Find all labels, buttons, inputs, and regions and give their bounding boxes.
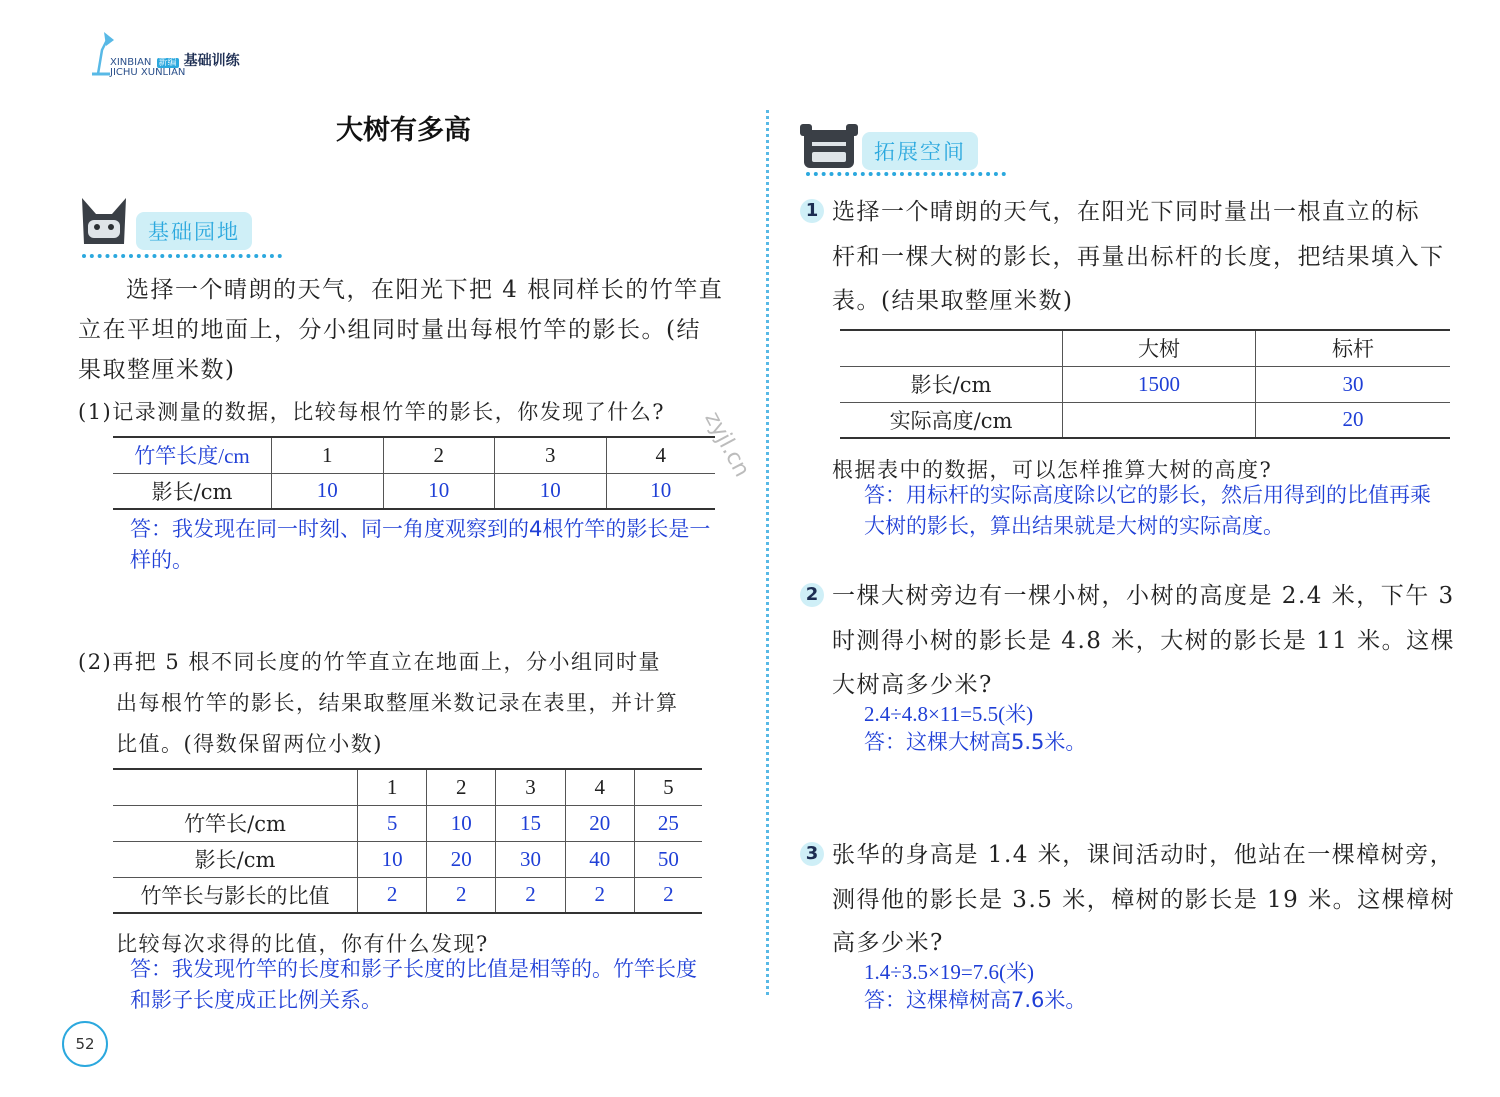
logo-bottom-text: JICHU XUNLIAN — [110, 67, 186, 78]
problem-1-question: 根据表中的数据，可以怎样推算大树的高度? — [832, 458, 1273, 482]
problem-1-answer-line-2: 大树的影长，算出结果就是大树的实际高度。 — [864, 514, 1284, 538]
row-header-length: 竹竿长度/cm — [113, 437, 272, 473]
table-bamboo-shadow — [113, 436, 715, 510]
question-1: (1)记录测量的数据，比较每根竹竿的影长，你发现了什么? — [78, 400, 666, 424]
table-cell: 4 — [655, 442, 666, 467]
table-cell: 30 — [496, 841, 565, 877]
table-corner — [840, 330, 1063, 366]
table-cell-tree-shadow: 1500 — [1063, 366, 1256, 402]
table-cell-pole-height: 20 — [1342, 407, 1364, 432]
table-cell: 10 — [495, 473, 607, 509]
column-divider — [766, 110, 769, 995]
intro-line-3: 果取整厘米数) — [78, 357, 236, 383]
table-col-header: 5 — [663, 774, 674, 799]
table-cell: 5 — [358, 805, 427, 841]
problem-number-1: 1 — [800, 199, 824, 223]
row-header-shadow: 影长/cm — [840, 366, 1063, 402]
table-col-header: 4 — [565, 769, 634, 805]
page-title: 大树有多高 — [336, 115, 471, 146]
question-2-line-2: 出每根竹竿的影长，结果取整厘米数记录在表里，并计算 — [116, 691, 679, 715]
table-cell-pole-shadow: 30 — [1342, 371, 1364, 396]
answer-1-line-1: 答：我发现在同一时刻、同一角度观察到的4根竹竿的影长是一 — [130, 517, 711, 541]
table-bamboo-ratio — [113, 768, 702, 914]
section-label-basic: 基础园地 — [136, 212, 252, 250]
table-cell: 2 — [496, 877, 565, 913]
watermark: zyjl.cn — [699, 407, 755, 482]
answer-2-line-1: 答：我发现竹竿的长度和影子长度的比值是相等的。竹竿长度 — [130, 957, 697, 981]
problem-number-2: 2 — [800, 583, 824, 607]
table-tree-pole — [840, 329, 1450, 439]
problem-number-3: 3 — [800, 842, 824, 866]
intro-line-2: 立在平坦的地面上，分小组同时量出每根竹竿的影长。(结 — [78, 317, 701, 343]
table-cell: 2 — [663, 882, 674, 907]
row-header-height: 实际高度/cm — [840, 402, 1063, 438]
problem-2-calculation: 2.4÷4.8×11=5.5(米) — [864, 702, 1034, 726]
section-dotted-rule — [82, 254, 282, 258]
row-header-shadow: 影长/cm — [113, 473, 272, 509]
mascot-icon — [78, 196, 130, 254]
table-cell: 50 — [657, 846, 679, 871]
table-cell: 40 — [565, 841, 634, 877]
logo-title: 基础训练 — [183, 53, 240, 69]
table-cell: 10 — [650, 478, 672, 503]
logo-top-text: XINBIAN — [110, 57, 152, 68]
table-corner — [113, 769, 358, 805]
answer-1-line-2: 样的。 — [130, 548, 193, 572]
table-cell: 2 — [565, 877, 634, 913]
problem-3-line-2: 测得他的影长是 3.5 米，樟树的影长是 19 米。这棵樟树 — [832, 887, 1456, 913]
logo — [86, 30, 261, 80]
problem-1-line-1: 选择一个晴朗的天气，在阳光下同时量出一根直立的标 — [832, 199, 1420, 225]
section-label-extend: 拓展空间 — [862, 132, 978, 170]
problem-3-answer: 答：这棵樟树高7.6米。 — [864, 988, 1087, 1012]
answer-2-line-2: 和影子长度成正比例关系。 — [130, 988, 382, 1012]
table-col-header: 3 — [496, 769, 565, 805]
table-cell: 25 — [657, 810, 679, 835]
question-2-line-1: (2)再把 5 根不同长度的竹竿直立在地面上，分小组同时量 — [78, 650, 661, 674]
table-cell: 10 — [427, 805, 496, 841]
problem-1-line-3: 表。(结果取整厘米数) — [832, 288, 1074, 314]
section-dotted-rule — [806, 172, 1006, 176]
table-cell: 3 — [495, 437, 607, 473]
table-col-header: 1 — [358, 769, 427, 805]
table-cell: 2 — [383, 437, 495, 473]
table-cell: 1 — [272, 437, 384, 473]
row-header-ratio: 竹竿长与影长的比值 — [113, 877, 358, 913]
intro-line-1: 选择一个晴朗的天气，在阳光下把 4 根同样长的竹竿直 — [126, 277, 724, 303]
col-header-pole: 标杆 — [1332, 337, 1374, 362]
problem-3-calculation: 1.4÷3.5×19=7.6(米) — [864, 960, 1034, 984]
table-cell: 2 — [427, 877, 496, 913]
problem-2-line-3: 大树高多少米? — [832, 672, 993, 698]
row-header-length: 竹竿长/cm — [113, 805, 358, 841]
row-header-shadow: 影长/cm — [113, 841, 358, 877]
table-cell-tree-height — [1063, 402, 1256, 438]
table-cell: 10 — [383, 473, 495, 509]
table-cell: 20 — [427, 841, 496, 877]
table-cell: 10 — [272, 473, 384, 509]
problem-3-line-3: 高多少米? — [832, 930, 944, 956]
table-cell: 2 — [358, 877, 427, 913]
table-cell: 10 — [358, 841, 427, 877]
col-header-tree: 大树 — [1063, 330, 1256, 366]
question-2-line-3: 比值。(得数保留两位小数) — [116, 732, 383, 756]
problem-2-answer: 答：这棵大树高5.5米。 — [864, 730, 1087, 754]
logo-tag: 新编 — [158, 58, 177, 68]
table-cell: 20 — [565, 805, 634, 841]
robot-mascot-icon — [800, 124, 858, 174]
problem-2-line-1: 一棵大树旁边有一棵小树，小树的高度是 2.4 米，下午 3 — [832, 583, 1455, 609]
question-3: 比较每次求得的比值，你有什么发现? — [116, 932, 489, 956]
table-col-header: 2 — [427, 769, 496, 805]
problem-3-line-1: 张华的身高是 1.4 米，课间活动时，他站在一棵樟树旁， — [832, 842, 1455, 868]
page-number: 52 — [62, 1021, 108, 1067]
problem-1-answer-line-1: 答：用标杆的实际高度除以它的影长，然后用得到的比值再乘 — [864, 483, 1431, 507]
problem-1-line-2: 杆和一棵大树的影长，再量出标杆的长度，把结果填入下 — [832, 244, 1445, 270]
table-cell: 15 — [496, 805, 565, 841]
problem-2-line-2: 时测得小树的影长是 4.8 米，大树的影长是 11 米。这棵 — [832, 628, 1456, 654]
